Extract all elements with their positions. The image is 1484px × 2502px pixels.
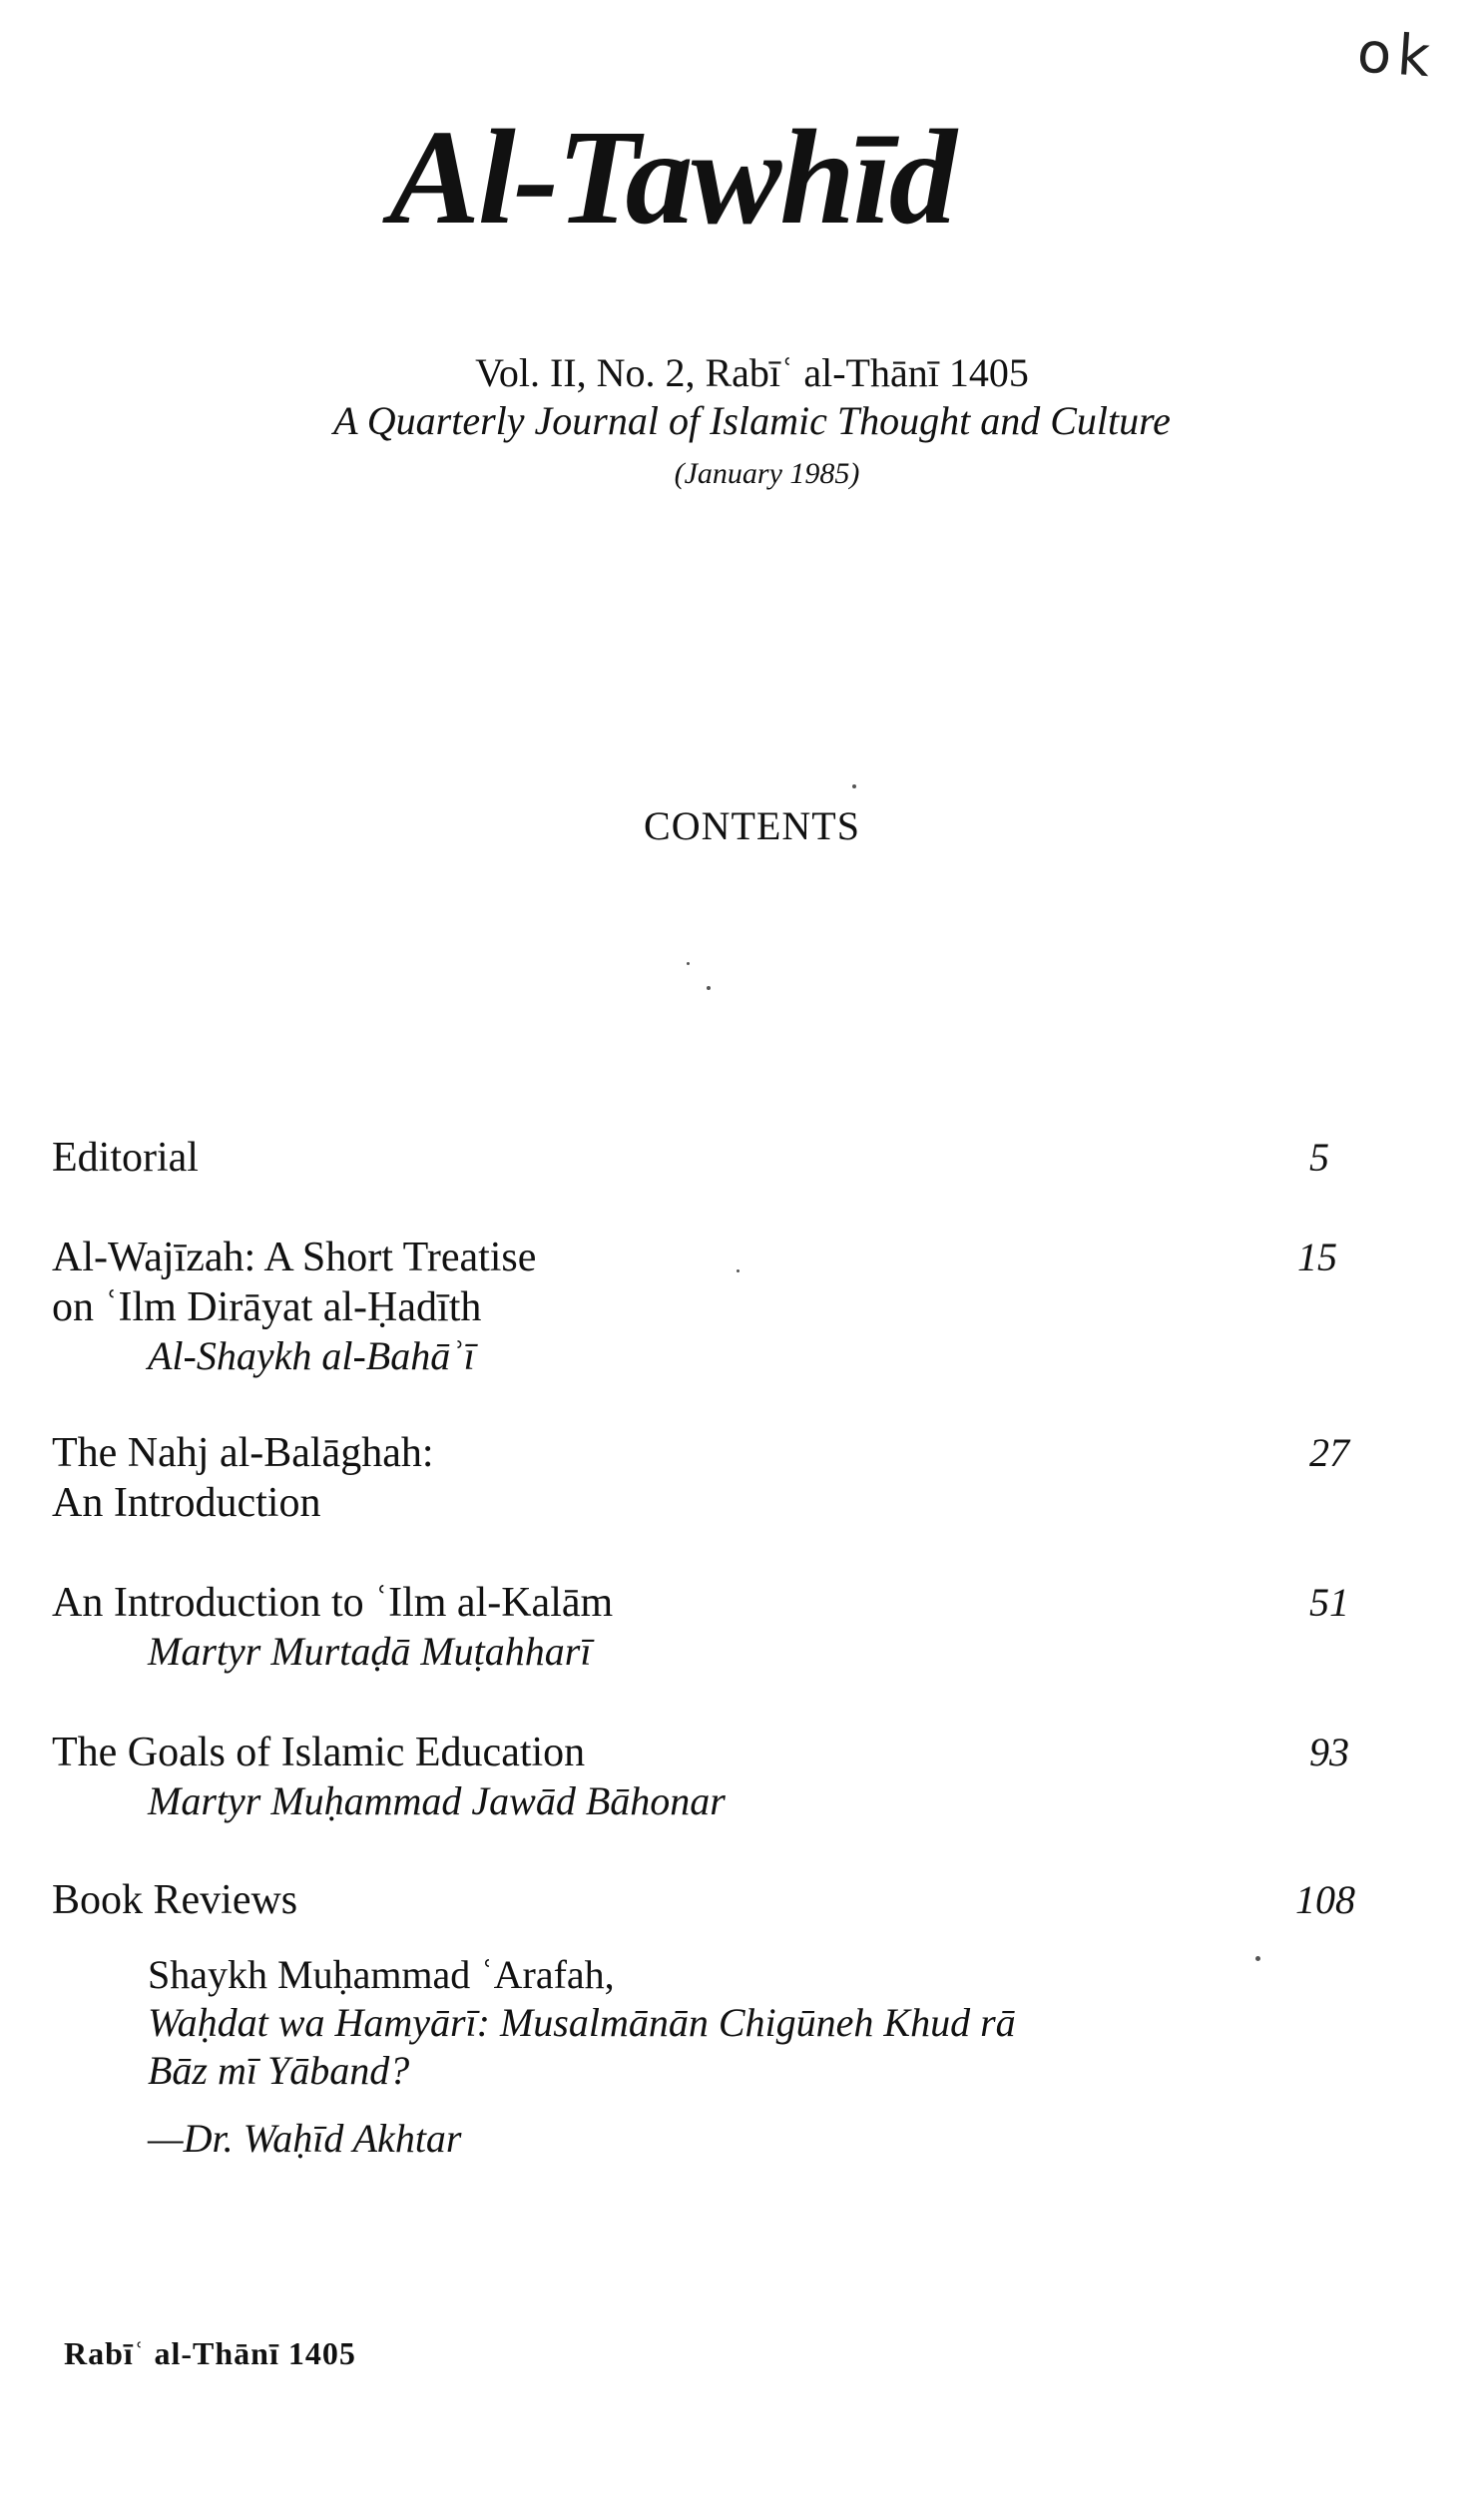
reviewed-book-title: Waḥdat wa Hamyārī: Musalmānān Chigūneh Khud rā Bāz mī Yāband?: [148, 2000, 1016, 2093]
toc-item-ilm-al-kalam: [52, 1578, 1349, 1676]
toc-item-title: Al-Wajīzah: A Short Treatise on ʿIlm Dirāyat al-Ḥadīth: [52, 1235, 537, 1330]
journal-subtitle: A Quarterly Journal of Islamic Thought and Culture: [333, 398, 1171, 443]
toc-item-book-reviews: [52, 1875, 1355, 1925]
toc-item-editorial: [52, 1133, 1349, 1183]
toc-item-page: 15: [1297, 1235, 1337, 1279]
toc-item-author: Al-Shaykh al-Bahāʾī: [148, 1333, 475, 1378]
toc-item-nahj-al-balaghah: [52, 1428, 1349, 1528]
masthead: [0, 103, 1484, 252]
toc-item-title: Book Reviews: [52, 1877, 298, 1923]
toc-item-title: The Nahj al-Balāghah: An Introduction: [52, 1430, 434, 1526]
toc-item-page: 51: [1309, 1580, 1349, 1625]
toc-item-title: An Introduction to ʿIlm al-Kalām: [52, 1580, 614, 1626]
reviewed-book-author: Shaykh Muḥammad ʿArafah,: [148, 1952, 615, 1997]
footer-running-head: Rabīʿ al-Thānī 1405: [64, 2335, 356, 2371]
issue-date: (January 1985): [674, 457, 860, 490]
contents-heading: CONTENTS: [644, 803, 860, 848]
toc-item-goals-of-islamic-education: [52, 1728, 1349, 1825]
book-review-entry: [148, 1951, 1295, 2163]
toc-item-page: 93: [1309, 1730, 1349, 1774]
toc-item-title: Editorial: [52, 1135, 199, 1181]
toc-item-title: The Goals of Islamic Education: [52, 1730, 586, 1775]
review-author: —Dr. Waḥīd Akhtar: [148, 2116, 462, 2161]
toc-item-al-wajizah: [52, 1233, 1349, 1380]
toc-item-page: 27: [1309, 1430, 1349, 1475]
toc-item-author: Martyr Murtaḍā Muṭahharī: [148, 1629, 592, 1674]
scan-speck: [687, 962, 690, 965]
handwritten-ok-note: ok: [1354, 20, 1438, 91]
scan-speck: [737, 1269, 740, 1272]
journal-title: Al-Tawhīd: [389, 103, 955, 252]
toc-item-page: 5: [1309, 1135, 1329, 1180]
issue-line: Vol. II, No. 2, Rabīʿ al-Thānī 1405: [475, 350, 1029, 395]
scan-speck: [852, 784, 856, 788]
scan-speck: [707, 986, 711, 990]
toc-item-author: Martyr Muḥammad Jawād Bāhonar: [148, 1778, 726, 1823]
toc-item-page: 108: [1295, 1877, 1355, 1922]
scan-speck: [1255, 1956, 1260, 1961]
